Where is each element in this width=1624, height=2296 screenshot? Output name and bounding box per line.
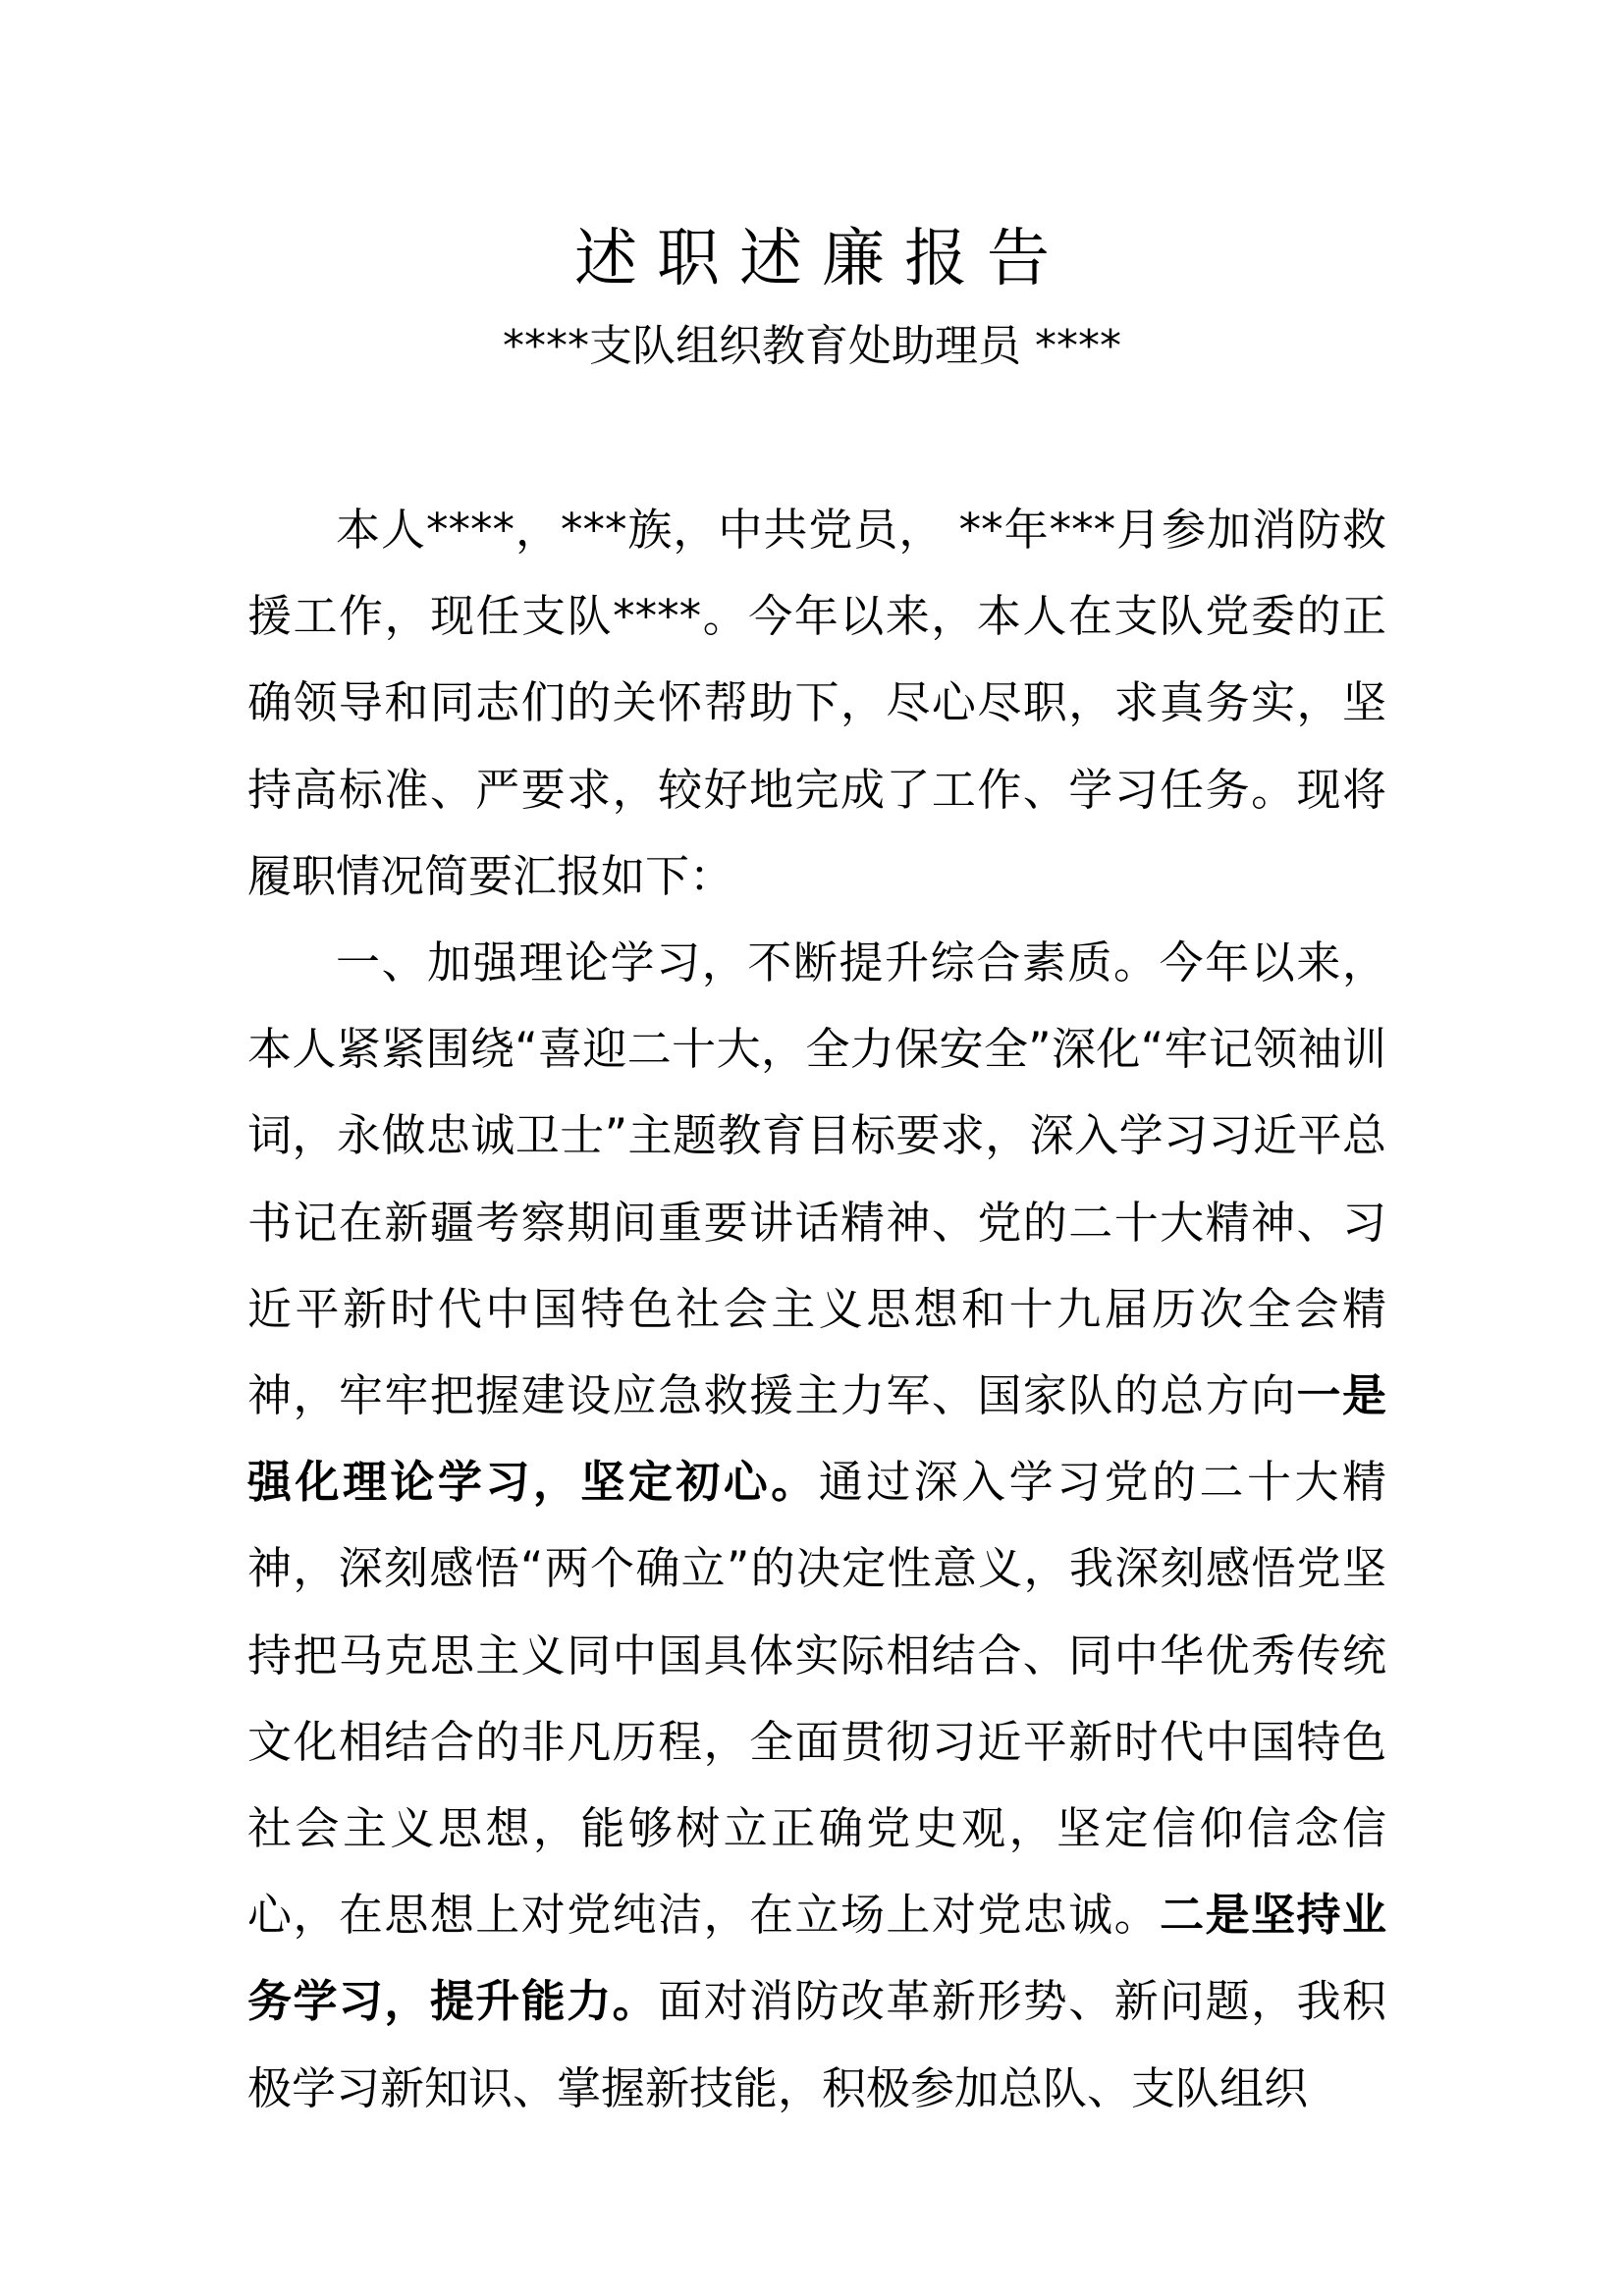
- paragraph-intro: [247, 487, 1386, 920]
- document-subtitle: ****支队组织教育处助理员 ****: [503, 321, 1121, 371]
- point-one-heading: 一是强化理论学习，坚定初心。: [247, 1369, 1386, 1509]
- document-title: 述职述廉报告: [574, 223, 1069, 295]
- document-body: [247, 487, 1386, 2132]
- point-one-text: 通过深入学习党的二十大精神，深刻感悟“两个确立”的决定性意义，我深刻感悟党坚持把马克思主义同中国具体实际相结合、同中华优秀传统文化相结合的非凡历程，全面贯彻习近平新时代中国特色社会主义思想，能够树立正确党史观，坚定信仰信念信心，在思想上对党纯洁，在立场上对党忠诚。: [247, 1456, 1386, 1942]
- point-two-heading: 二是坚持业务学习，提升能力。: [247, 1889, 1386, 2028]
- paragraph-intro-text: 本人****，***族，中共党员， **年***月参加消防救援工作，现任支队****。今年以来，本人在支队党委的正确领导和同志们的关怀帮助下，尽心尽职，求真务实，坚持高标准、严要求，较好地完成了工作、学习任务。现将履职情况简要汇报如下：: [247, 504, 1386, 902]
- paragraph-section-one: [247, 920, 1386, 2132]
- point-two-text: 面对消防改革新形势、新问题，我积极学习新知识、掌握新技能，积极参加总队、支队组织: [247, 1975, 1386, 2114]
- section-one-text: 一、加强理论学习，不断提升综合素质。今年以来，本人紧紧围绕“喜迎二十大，全力保安全”深化“牢记领袖训词，永做忠诚卫士”主题教育目标要求，深入学习习近平总书记在新疆考察期间重要讲话精神、党的二十大精神、习近平新时代中国特色社会主义思想和十九届历次全会精神，牢牢把握建设应急救援主力军、国家队的总方向: [247, 936, 1386, 1422]
